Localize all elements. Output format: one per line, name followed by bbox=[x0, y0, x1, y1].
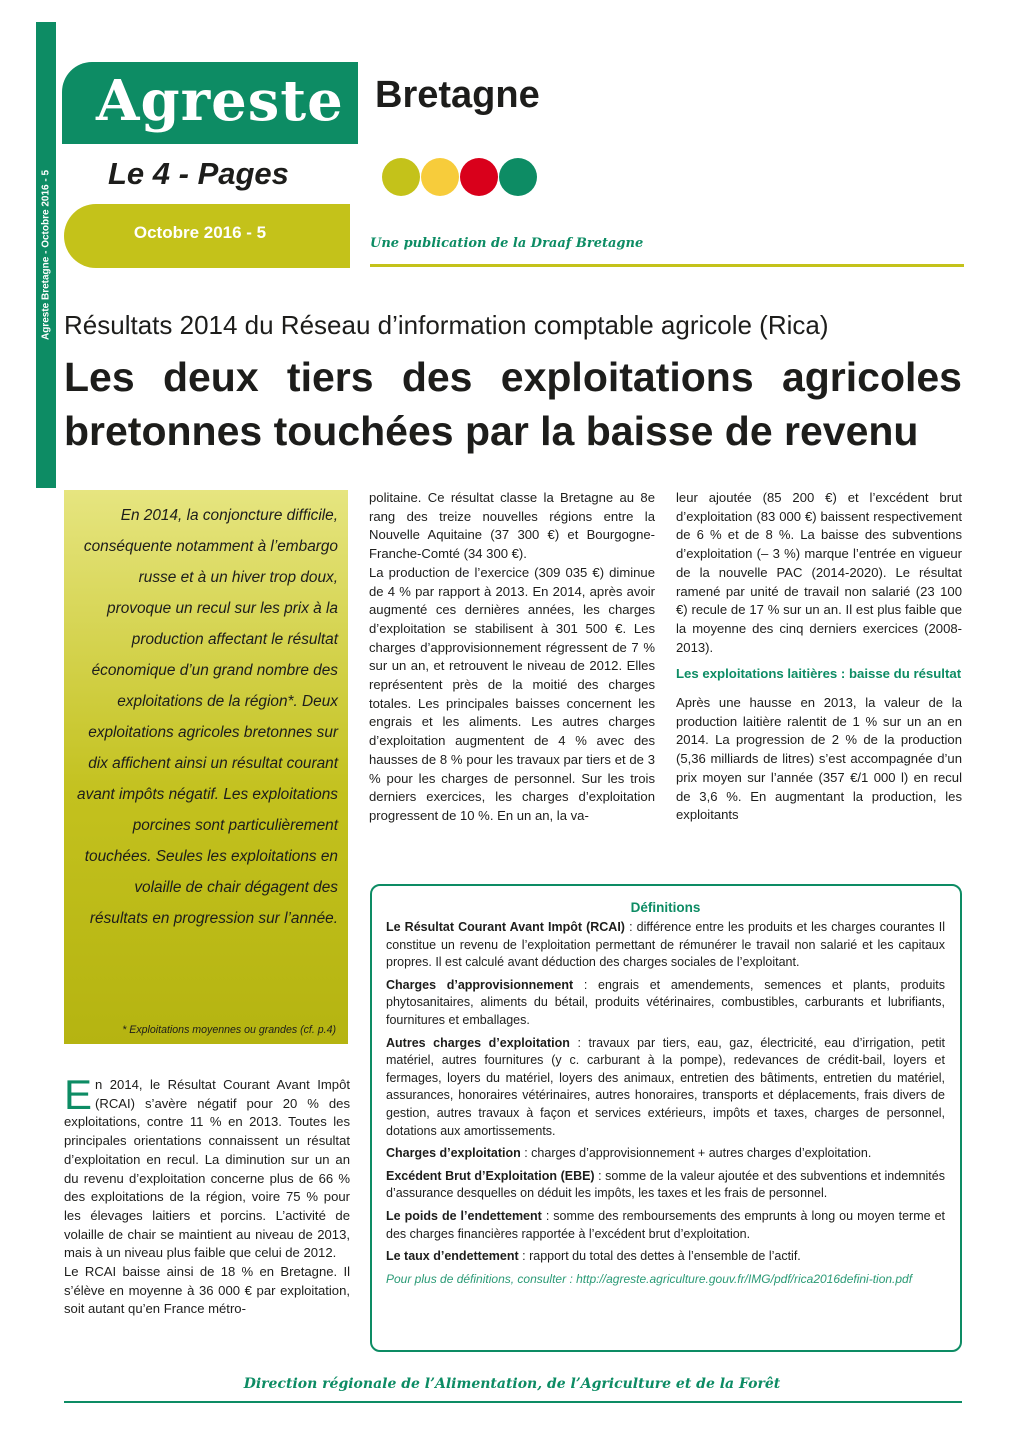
definition-item bbox=[386, 1145, 945, 1163]
color-dot bbox=[499, 158, 537, 196]
intro-paragraph-text: n 2014, le Résultat Courant Avant Impôt (RCAI) s’avère négatif pour 20 % des exploitations, contre 11 % en 2013. Toutes les principales orientations connaissent un résultat d’exploitation en recul. La diminution sur un an du revenu d’exploitation concerne plus de 66 % des exploitations de la région, voire 75 % pour les élevages laitiers et porcins. L’activité de volaille de chair se maintient au niveau de 2013, mais à un niveau plus faible que celui de 2012. bbox=[64, 1077, 350, 1261]
definition-text: : somme de la valeur ajoutée et des subventions et indemnités d’assurance desquelles on déduit les impôts, les taxes et les frais de personnel. bbox=[386, 1168, 945, 1201]
color-dot bbox=[460, 158, 498, 196]
side-bar-text: Agreste Bretagne - Octobre 2016 - 5 bbox=[40, 169, 52, 341]
chapeau-footnote: * Exploitations moyennes ou grandes (cf. p.4) bbox=[122, 1024, 336, 1036]
definition-term: Excédent Brut d’Exploitation (EBE) bbox=[386, 1168, 595, 1183]
paragraph: Le RCAI baisse ainsi de 18 % en Bretagne. Il s’élève en moyenne à 36 000 € par exploitation, soit autant qu’en France métro- bbox=[64, 1264, 350, 1317]
definition-term: Le taux d’endettement bbox=[386, 1249, 519, 1264]
header-divider bbox=[370, 264, 964, 267]
agreste-logo bbox=[62, 62, 358, 144]
definition-item bbox=[386, 919, 945, 972]
definitions-box bbox=[370, 884, 962, 1352]
definition-text: : engrais et amendements, semences et plants, produits phytosanitaires, aliments du bétail, produits vétérinaires, combustibles, carburants et lubrifiants, fournitures et emballages. bbox=[386, 977, 945, 1027]
color-dots bbox=[382, 158, 537, 196]
article-headline: Les deux tiers des exploitations agricoles bretonnes touchées par la baisse de revenu bbox=[64, 354, 962, 454]
definition-item bbox=[386, 1248, 945, 1266]
side-bar bbox=[36, 22, 56, 488]
chapeau-text: En 2014, la conjoncture difficile, conséquente notamment à l’embargo russe et à un hiver trop doux, provoque un recul sur les prix à la production affectant le résultat économique d’un grand nombre des exploitations de la région*. Deux exploitations agricoles bretonnes sur dix affichent ainsi un résultat courant avant impôts négatif. Les exploitations porcines sont particulièrement touchées. Seules les exploitations en volaille de chair dégagent des résultats en progression sur l’année. bbox=[77, 507, 338, 927]
paragraph: La production de l’exercice (309 035 €) diminue de 4 % par rapport à 2013. En 2014, après avoir augmenté ces dernières années, les charges d’exploitation se stabilisent à 301 500 €. Les charges d’approvisionnement régressent de 7 % sur un an, et retrouvent le niveau de 2012. Elles représentent près de la moitié des charges totales. Les principales baisses concernent les engrais et les aliments. Les autres charges d’exploitation augmentent de 4 % avec des hausses de 8 % pour les travaux par tiers et de 3 % pour les charges de personnel. Sur les trois derniers exercices, les charges d’exploitation progressent de 10 %. En un an, la va- bbox=[369, 564, 655, 823]
definition-text: : travaux par tiers, eau, gaz, électricité, eau d’irrigation, petit matériel, autres fournitures (y c. carburant à la pompe), redevances de crédit-bail, loyers et fermages, loyers du matériel, loyers des animaux, entretien des bâtiments, entretien du matériel, assurances, honoraires vétérinaires, autres honoraires, transports et déplacements, frais divers de gestion, autres travaux à façon et services extérieurs, impôts et taxes, charges de personnel, dotations aux amortissements. bbox=[386, 1035, 945, 1138]
issue-date: Octobre 2016 - 5 bbox=[133, 223, 267, 242]
logo-text: Agreste bbox=[96, 68, 344, 134]
paragraph: politaine. Ce résultat classe la Bretagne au 8e rang des treize nouvelles régions entre la Nouvelle Aquitaine (37 300 €) et Bourgogne-Franche-Comté (34 300 €). bbox=[369, 490, 655, 562]
definition-term: Le poids de l’endettement bbox=[386, 1208, 542, 1223]
article-column-3 bbox=[676, 489, 962, 825]
definition-text: : somme des remboursements des emprunts à long ou moyen terme et des charges financières rapportée à l’excédent brut d’exploitation. bbox=[386, 1208, 945, 1241]
intro-paragraph bbox=[64, 1071, 350, 1263]
article-kicker: Résultats 2014 du Réseau d’information comptable agricole (Rica) bbox=[64, 310, 829, 340]
footer-text: Direction régionale de l’Alimentation, de l’Agriculture et de la Forêt bbox=[243, 1376, 781, 1392]
publication-credit: Une publication de la Draaf Bretagne bbox=[370, 236, 644, 251]
definition-text: : rapport du total des dettes à l’ensemble de l’actif. bbox=[518, 1249, 801, 1264]
definitions-link[interactable]: Pour plus de définitions, consulter : http://agreste.agriculture.gouv.fr/IMG/pdf/rica2016defini-tion.pdf bbox=[386, 1271, 913, 1286]
definition-item bbox=[386, 977, 945, 1030]
definition-item bbox=[386, 1208, 945, 1243]
definition-term: Le Résultat Courant Avant Impôt (RCAI) bbox=[386, 920, 625, 934]
chapeau-box bbox=[64, 490, 348, 1044]
definition-item bbox=[386, 1168, 945, 1203]
publication-series: Le 4 - Pages bbox=[108, 156, 289, 191]
definitions-title: Définitions bbox=[630, 900, 701, 915]
definition-text: : différence entre les produits et les charges courantes Il constitue un revenu de l’exploitation permettant de rémunérer le travail non salarié et les capitaux propres. Il est calculé avant déduction des charges sociales de l’exploitant. bbox=[386, 920, 945, 970]
paragraph: leur ajoutée (85 200 €) et l’excédent brut d’exploitation (83 000 €) baissent respectivement de 6 % et de 8 %. La baisse des subventions d’exploitation (– 3 %) marque l’entrée en vigueur de la nouvelle PAC (2014-2020). Le résultat ramené par unité de travail non salarié (23 100 €) recule de 17 % sur un an. Il est plus faible que la moyenne des cinq derniers exercices (2008-2013). bbox=[676, 490, 962, 655]
article-column-2 bbox=[369, 489, 655, 826]
region-title: Bretagne bbox=[375, 74, 540, 116]
definition-item bbox=[386, 1035, 945, 1141]
paragraph: Après une hausse en 2013, la valeur de la production laitière ralentit de 1 % sur un an en 2014. La progression de 2 % de la production (5,36 milliards de litres) s’est accompagnée d’un prix moyen sur l’année (357 €/1 000 l) en recul de 3,6 %. En augmentant la production, les exploitants bbox=[676, 695, 962, 823]
drop-cap: E bbox=[64, 1071, 93, 1118]
color-dot bbox=[421, 158, 459, 196]
definition-term: Charges d’approvisionnement bbox=[386, 977, 574, 992]
section-heading: Les exploitations laitières : baisse du résultat bbox=[676, 666, 962, 682]
definition-term: Charges d’exploitation bbox=[386, 1146, 521, 1161]
footer-divider bbox=[64, 1401, 962, 1403]
definition-term: Autres charges d’exploitation bbox=[386, 1035, 570, 1050]
article-column-1 bbox=[64, 1071, 350, 1319]
issue-date-banner bbox=[64, 204, 350, 268]
definition-text: : charges d’approvisionnement + autres charges d’exploitation. bbox=[520, 1146, 872, 1161]
color-dot bbox=[382, 158, 420, 196]
